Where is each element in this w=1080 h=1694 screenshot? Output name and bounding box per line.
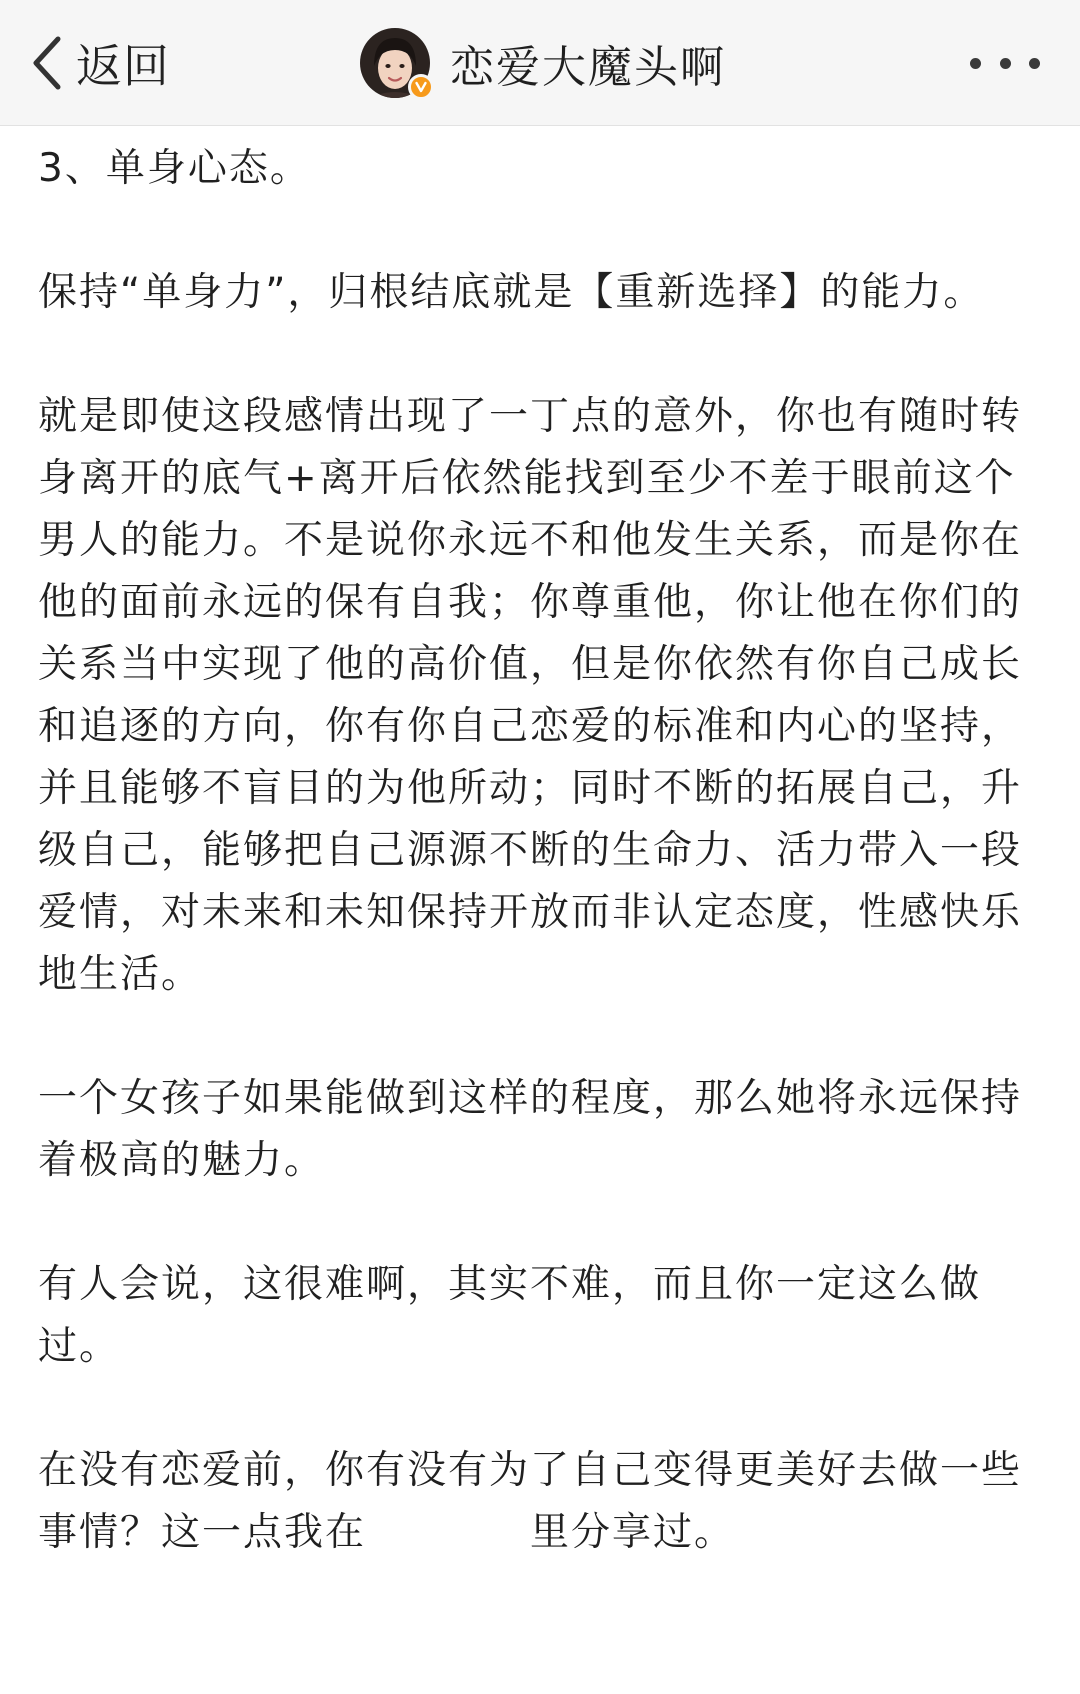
article-body (38, 138, 1050, 1564)
chevron-left-icon (28, 33, 68, 93)
username[interactable]: 恋爱大魔头啊 (450, 42, 726, 93)
article-paragraph: 在没有恋爱前，你有没有为了自己变得更美好去做一些事情？这一点我在 里分享过。 (38, 1448, 1023, 1555)
back-button[interactable] (28, 30, 170, 96)
more-horizontal-icon (1029, 58, 1040, 69)
back-label: 返回 (76, 39, 170, 93)
more-horizontal-icon (1000, 58, 1011, 69)
more-button[interactable] (970, 48, 1040, 78)
article-paragraph: 就是即使这段感情出现了一丁点的意外，你也有随时转身离开的底气+离开后依然能找到至少不差于眼前这个男人的能力。不是说你永远不和他发生关系，而是你在他的面前永远的保有自我；你尊重他，你让他在你们的关系当中实现了他的高价值，但是你依然有你自己成长和追逐的方向，你有你自己恋爱的标准和内心的坚持，并且能够不盲目的为他所动；同时不断的拓展自己，升级自己，能够把自己源源不断的生命力、活力带入一段爱情，对未来和未知保持开放而非认定态度，性感快乐地生活。 (38, 394, 1023, 997)
profile-header (360, 26, 726, 100)
article-paragraph: 有人会说，这很难啊，其实不难，而且你一定这么做过。 (38, 1262, 982, 1369)
nav-header (0, 0, 1080, 126)
article-paragraph: 一个女孩子如果能做到这样的程度，那么她将永远保持着极高的魅力。 (38, 1076, 1023, 1183)
article-paragraph: 保持“单身力”，归根结底就是【重新选择】的能力。 (38, 270, 985, 315)
avatar[interactable] (360, 28, 430, 98)
more-horizontal-icon (970, 58, 981, 69)
verified-badge-icon (408, 74, 434, 100)
article-paragraph: 3、单身心态。 (38, 146, 311, 191)
